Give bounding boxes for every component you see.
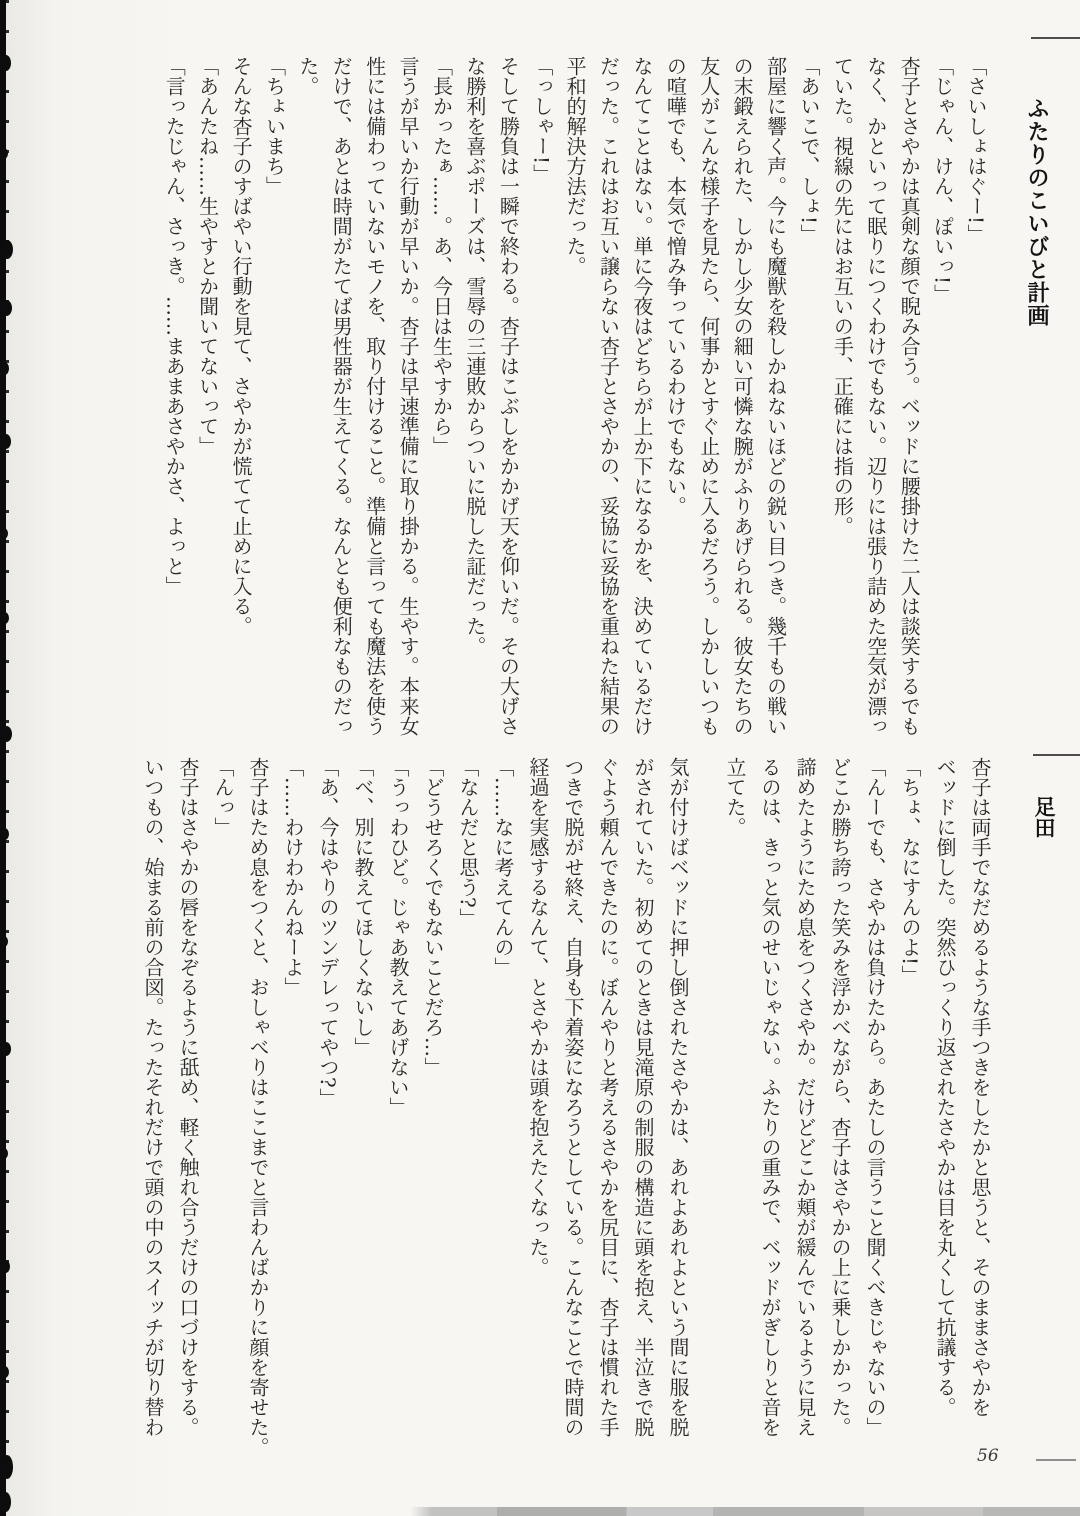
scan-spot: [0, 362, 9, 375]
text-column: 杏子は両手でなだめるような手つきをしたかと思うと、そのままさやかを: [968, 757, 992, 1417]
text-column: つきで脱がせ終え、自身も下着姿になろうとしている。こんなことで時間の: [561, 757, 585, 1437]
text-column: ていた。視線の先にはお互いの手、正確には指の形。: [830, 56, 855, 536]
text-column: 「どうせろくでもないことだろ…」: [421, 757, 445, 1077]
scan-spot: [0, 528, 8, 539]
scan-bottom-edge: [0, 1507, 1080, 1516]
text-column: 杏子はため息をつくと、おしゃべりはここまでと言わんばかりに顔を寄せた。: [246, 757, 270, 1457]
scan-spot: [1, 726, 12, 742]
scan-binding-edge: [0, 0, 6, 1516]
text-column: ぐよう頼んできたのに。ぼんやりと考えるさやかを尻目に、杏子は慣れた手: [596, 757, 620, 1437]
text-column: 諦めたようにため息をつくさやか。だけどどこか頬が緩んでいるように見え: [793, 757, 817, 1437]
author-name: 足田: [1032, 796, 1056, 838]
text-column: 経過を実感するなんて、とさやかは頭を抱えたくなった。: [526, 757, 550, 1277]
text-column: 言うが早いか行動が早いか。杏子は早速準備に取り掛かる。生やす。本来女: [396, 56, 421, 736]
text-column: がされていた。初めてのときは見滝原の制服の構造に頭を抱え、半泣きで脱: [631, 757, 655, 1437]
page-number: 56: [977, 1446, 999, 1466]
scan-spot: [1, 55, 11, 71]
scan-spot: [1, 1042, 11, 1056]
scan-spot: [1, 1260, 10, 1273]
text-column: 「……なに考えてんの」: [491, 757, 515, 977]
scan-spot: [0, 148, 8, 159]
text-column: た。: [295, 56, 320, 96]
text-column: 「あ、今はやりのツンデレってやつ?」: [316, 757, 340, 1108]
text-column: 杏子とさやかは真剣な顔で睨み合う。ベッドに腰掛けた二人は談笑するでも: [897, 56, 922, 736]
text-column: いつもの、始まる前の合図。たったそれだけで頭の中のスイッチが切り替わ: [141, 757, 165, 1437]
text-column: どこか勝ち誇った笑みを浮かべながら、杏子はさやかの上に乗しかかった。: [828, 757, 852, 1437]
text-column: 「言ったじゃん、さっき。……まあまあさやかさ、よっと」: [162, 56, 187, 596]
text-column: 「んっ」: [211, 757, 235, 837]
scan-spot: [1, 240, 13, 259]
author-rule: [1033, 754, 1080, 756]
text-column: 「じゃん、けん、ぽいっ!」: [930, 56, 955, 305]
text-column: 「うっわひど。じゃあ教えてあげない」: [386, 757, 410, 1117]
text-column: 性には備わっていないモノを、取り付けること。準備と言っても魔法を使う: [362, 56, 387, 736]
scan-spot: [0, 828, 9, 840]
scan-spot: [0, 612, 9, 624]
text-column: なく、かといって眠りにつくわけでもない。辺りには張り詰めた空気が漂っ: [863, 56, 888, 736]
scan-spot: [1, 1455, 13, 1479]
text-column: 「あいこで、しょ!」: [796, 56, 821, 245]
text-column: 部屋に響く声。今にも魔獣を殺しかねないほどの鋭い目つき。幾千もの戦い: [763, 56, 788, 736]
story-text-upper: [157, 56, 992, 736]
footer-rule: [1036, 1459, 1076, 1461]
text-column: 「ちょいまち」: [262, 56, 287, 196]
text-column: 「長かったぁ……。あ、今日は生やすから」: [429, 56, 454, 456]
text-column: だった。これはお互い譲らない杏子とさやかの、妥協に妥協を重ねた結果の: [596, 56, 621, 736]
scan-spot: [1, 300, 12, 316]
text-column: [695, 757, 717, 1457]
scan-spot: [0, 1148, 8, 1159]
scan-spot: [0, 936, 8, 947]
text-column: 「ちょ、なにすんのよ!」: [898, 757, 922, 986]
text-column: 「なんだと思う?」: [456, 757, 480, 928]
text-column: 友人がこんな様子を見たら、何事かとすぐ止めに入るだろう。しかしいつも: [696, 56, 721, 736]
text-column: 平和的解決方法だった。: [563, 56, 588, 276]
text-column: だけで、あとは時間がたてば男性器が生えてくる。なんとも便利なものだっ: [329, 56, 354, 736]
text-column: の末鍛えられた、しかし少女の細い可憐な腕がふりあげられる。彼女たちの: [730, 56, 755, 736]
story-text-lower: [135, 757, 997, 1457]
text-column: 気が付けばベッドに押し倒されたさやかは、あれよあれよという間に服を脱: [666, 757, 690, 1437]
text-column: 「んーでも、さやかは負けたから。あたしの言うこと聞くべきじゃないの」: [863, 757, 887, 1437]
text-column: そして勝負は一瞬で終わる。杏子はこぶしをかかげ天を仰いだ。その大げさ: [496, 56, 521, 736]
text-column: るのは、きっと気のせいじゃない。ふたりの重みで、ベッドがぎしりと音を: [758, 757, 782, 1437]
text-column: 杏子はさやかの唇をなぞるように舐め、軽く触れ合うだけの口づけをする。: [176, 757, 200, 1437]
text-column: 「あんたね……生やすとか聞いてないって」: [195, 56, 220, 456]
text-column: 「さいしょはぐー!」: [964, 56, 988, 245]
text-column: 「べ、別に教えてほしくないし」: [351, 757, 375, 1057]
scan-spot: [0, 1366, 9, 1378]
scan-spot: [1, 434, 11, 449]
text-column: 「……わけわかんねーよ」: [281, 757, 305, 997]
header-rule: [1031, 37, 1080, 39]
text-column: 「っしゃー!」: [529, 56, 554, 185]
text-column: 立てた。: [723, 757, 747, 837]
text-column: の喧嘩でも、本気で憎み争っているわけでもない。: [663, 56, 688, 516]
text-column: ベッドに倒した。突然ひっくり返されたさやかは目を丸くして抗議する。: [933, 757, 957, 1417]
story-title: ふたりのこいびと計画: [1024, 97, 1049, 327]
text-column: そんな杏子のすばやい行動を見て、さやかが慌てて止めに入る。: [229, 56, 254, 636]
text-column: なんてことはない。単に今夜はどちらが上か下になるかを、決めているだけ: [629, 56, 654, 736]
text-column: な勝利を喜ぶポーズは、雪辱の三連敗からついに脱した証だった。: [462, 56, 487, 656]
